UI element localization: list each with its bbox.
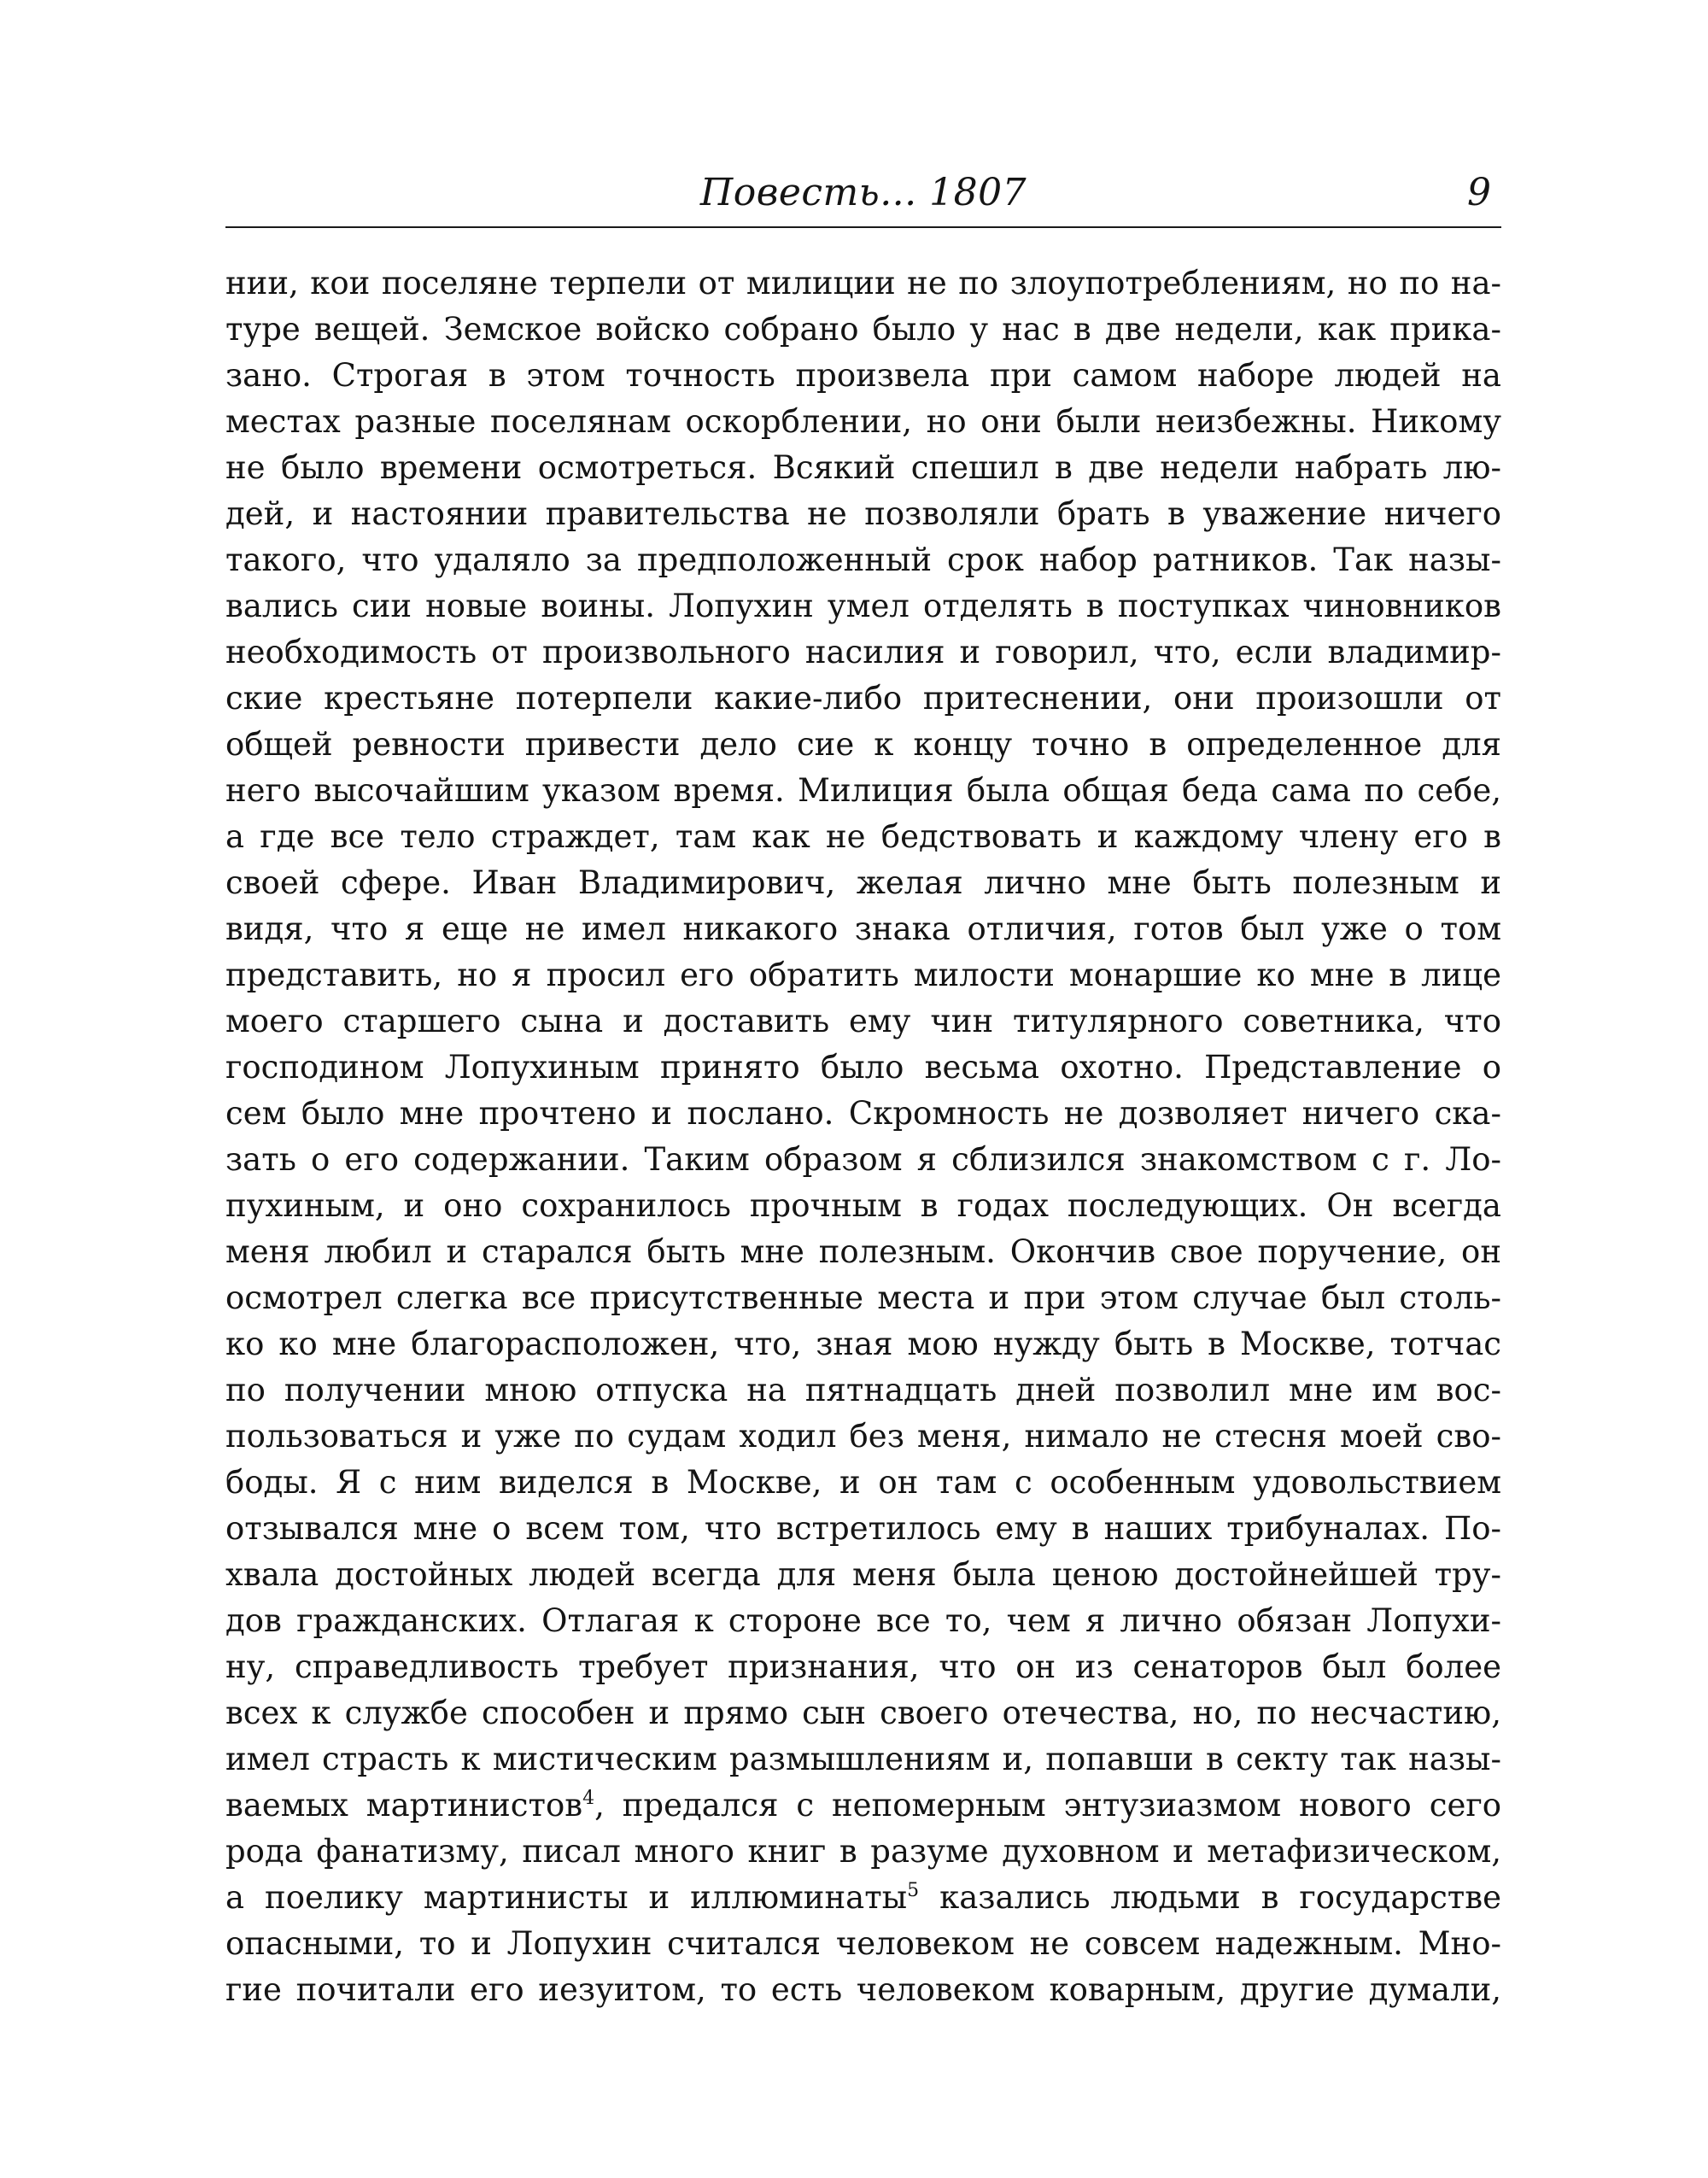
running-head [225, 167, 1501, 227]
text-line: туре вещей. Земское войско собрано было у нас в две недели, как прика- [225, 311, 1501, 348]
text-fragment: а поелику мартинисты и иллюминаты [225, 1879, 908, 1916]
text-line: пользоваться и уже по судам ходил без меня, нимало не стесня моей сво- [225, 1418, 1501, 1455]
text-line: ские крестьяне потерпели какие-либо притеснении, они произошли от [225, 680, 1501, 717]
text-line: вались сии новые воины. Лопухин умел отделять в поступках чиновников [225, 588, 1501, 624]
text-line: гие почитали его иезуитом, то есть человеком коварным, другие думали, [225, 1971, 1501, 2008]
text-line: своей сфере. Иван Владимирович, желая лично мне быть полезным и [225, 864, 1501, 901]
text-line: боды. Я с ним виделся в Москве, и он там с особенным удовольствием [225, 1464, 1501, 1501]
running-title: Повесть... 1807 [699, 171, 1027, 214]
text-line: всех к службе способен и прямо сын своего отечества, но, по несчастию, [225, 1695, 1501, 1731]
footnote-marker[interactable]: 4 [582, 1788, 595, 1809]
text-line: него высочайшим указом время. Милиция была общая беда сама по себе, [225, 772, 1501, 809]
text-line: пухиным, и оно сохранилось прочным в годах последующих. Он всегда [225, 1187, 1501, 1224]
text-line: ну, справедливость требует признания, что он из сенаторов был более [225, 1648, 1501, 1685]
header-rule [225, 226, 1501, 228]
text-line: а где все тело страждет, там как не бедствовать и каждому члену его в [225, 818, 1501, 855]
text-line: рода фанатизму, писал много книг в разуме духовном и метафизическом, [225, 1833, 1501, 1870]
text-line: моего старшего сына и доставить ему чин титулярного советника, что [225, 1003, 1501, 1039]
footnote-marker[interactable]: 5 [907, 1880, 920, 1901]
text-line: нии, кои поселяне терпели от милиции не по злоупотреблениям, но по на- [225, 265, 1501, 302]
text-line: такого, что удаляло за предположенный срок набор ратников. Так назы- [225, 542, 1501, 578]
text-line: не было времени осмотреться. Всякий спешил в две недели набрать лю- [225, 449, 1501, 486]
text-line: дей, и настоянии правительства не позволяли брать в уважение ничего [225, 495, 1501, 532]
text-line: меня любил и старался быть мне полезным. Окончив свое поручение, он [225, 1233, 1501, 1270]
text-line: видя, что я еще не имел никакого знака отличия, готов был уже о том [225, 910, 1501, 947]
text-fragment: , предался с непомерным энтузиазмом нового сего [594, 1787, 1501, 1824]
text-line: опасными, то и Лопухин считался человеком не совсем надежным. Мно- [225, 1925, 1501, 1962]
text-line: местах разные поселянам оскорблении, но они были неизбежны. Никому [225, 403, 1501, 440]
text-fragment: ваемых мартинистов [225, 1787, 583, 1824]
text-line-with-footnote [225, 1875, 1501, 1921]
body-text [225, 261, 1501, 2013]
text-line: представить, но я просил его обратить милости монаршие ко мне в лице [225, 957, 1501, 993]
text-line: отзывался мне о всем том, что встретилось ему в наших трибуналах. По- [225, 1510, 1501, 1547]
text-line: необходимость от произвольного насилия и говорил, что, если владимир- [225, 634, 1501, 670]
text-line: зано. Строгая в этом точность произвела при самом наборе людей на [225, 357, 1501, 394]
text-line: зать о его содержании. Таким образом я сблизился знакомством с г. Ло- [225, 1141, 1501, 1178]
text-line: ко ко мне благорасположен, что, зная мою нужду быть в Москве, тотчас [225, 1326, 1501, 1362]
text-line: общей ревности привести дело сие к концу точно в определенное для [225, 726, 1501, 763]
text-line: по получении мною отпуска на пятнадцать дней позволил мне им вос- [225, 1372, 1501, 1408]
text-line: хвала достойных людей всегда для меня была ценою достойнейшей тру- [225, 1556, 1501, 1593]
text-line: осмотрел слегка все присутственные места и при этом случае был столь- [225, 1279, 1501, 1316]
text-line: господином Лопухиным принято было весьма охотно. Представление о [225, 1049, 1501, 1086]
text-line: сем было мне прочтено и послано. Скромность не дозволяет ничего ска- [225, 1095, 1501, 1132]
text-fragment: казались людьми в государстве [919, 1879, 1501, 1916]
text-line-with-footnote [225, 1783, 1501, 1829]
page-number: 9 [1467, 171, 1491, 214]
text-line: дов гражданских. Отлагая к стороне все то, чем я лично обязан Лопухи- [225, 1602, 1501, 1639]
text-line: имел страсть к мистическим размышлениям и, попавши в секту так назы- [225, 1741, 1501, 1777]
